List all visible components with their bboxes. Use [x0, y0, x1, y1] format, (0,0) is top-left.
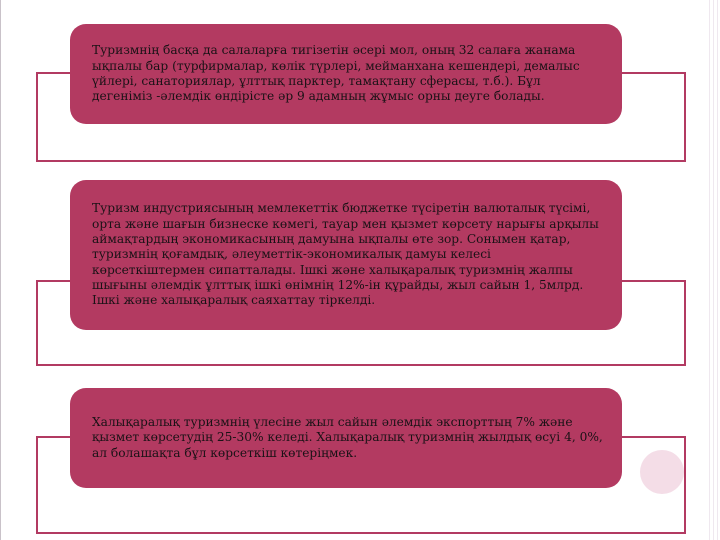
text-block-2	[70, 180, 622, 330]
text-block-2-body: Туризм индустриясының мемлекеттік бюджетке түсіретін валюталық түсімі, орта және шағын бизнеске көмегі, тауар мен қызмет көрсету нарығы арқылы аймақтардың экономикасының дамуына ықпалы өте зор. Сонымен қатар, туризмнің қоғамдық, әлеуметтік-экономикалық дамуы келесі көрсеткіштермен сипатталады. Ішкі және халықаралық туризмнің жалпы шығыны әлемдік ұлттық ішкі өнімнің 12%-ін құрайды, жыл сайын 1, 5млрд. Ішкі және халықаралық саяхаттау тіркелді.	[92, 201, 599, 308]
decorative-stripes	[706, 0, 720, 540]
text-block-1	[70, 24, 622, 124]
text-block-1-body: Туризмнің басқа да салаларға тигізетін әсері мол, оның 32 салаға жанама ықпалы бар (турфирмалар, көлік түрлері, мейманхана кешендері, демалыс үйлері, санаториялар, ұлттық парктер, тамақтану сферасы, т.б.). Бұл дегеніміз -әлемдік өндірісте әр 9 адамның жұмыс орны деуге болады.	[92, 43, 580, 104]
text-block-3	[70, 388, 622, 488]
text-block-3-body: Халықаралық туризмнің үлесіне жыл сайын әлемдік экспорттың 7% және қызмет көрсетудің 25-30% келеді. Халықаралық туризмнің жылдық өсуі 4, 0%, ал болашақта бұл көрсеткіш көтеріңмек.	[92, 415, 603, 460]
